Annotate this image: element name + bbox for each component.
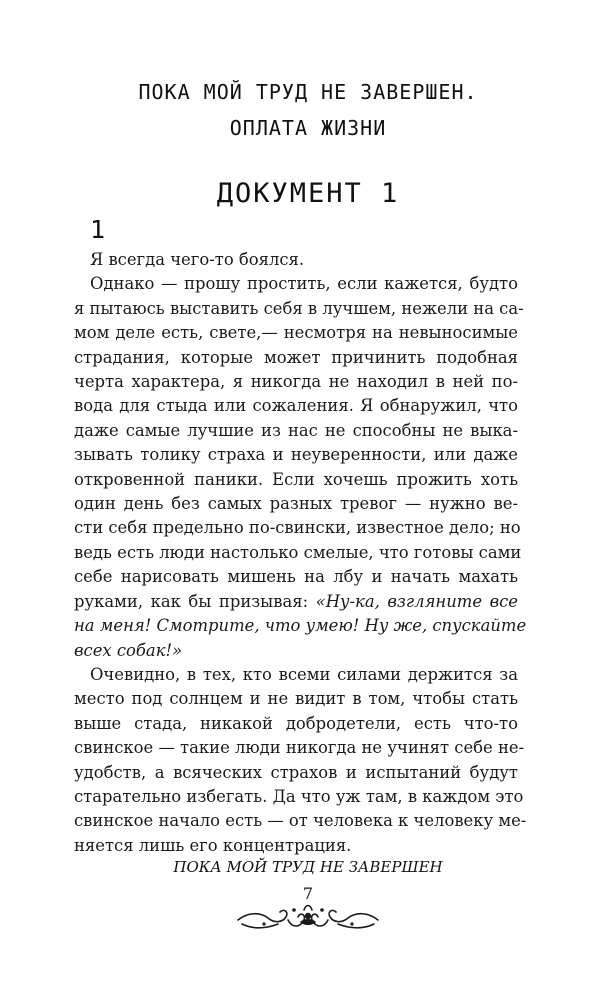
text-line: удобств, а всяческих страхов и испытаний будут	[74, 762, 518, 782]
text-line: откровенной паники. Если хочешь прожить хоть	[74, 469, 518, 489]
text-line: даже самые лучшие из нас не способны не выка-	[74, 420, 518, 440]
text-line: один день без самых разных тревог — нужно ве-	[74, 494, 518, 514]
text-fragment: руками, как бы призывая:	[74, 591, 309, 611]
text-line: выше стада, никакой добродетели, есть что-то	[74, 713, 518, 733]
running-head-line-1: ПОКА МОЙ ТРУД НЕ ЗАВЕРШЕН.	[138, 80, 478, 104]
paragraph-3	[74, 663, 527, 858]
text-line: няется лишь его концентрация.	[74, 835, 352, 855]
paragraph-1	[90, 248, 518, 272]
text-line: вода для стыда или сожаления. Я обнаружил, что	[74, 396, 518, 416]
chapter-number: 1	[90, 215, 106, 244]
quote-fragment: «Ну-ка, взгляните все	[315, 591, 519, 611]
text-line: сти себя предельно по-свински, известное дело; но	[74, 518, 521, 538]
text-line: свинское начало есть — от человека к человеку ме-	[74, 811, 527, 831]
running-head-line-2: ОПЛАТА ЖИЗНИ	[229, 116, 387, 140]
paragraph-2	[74, 272, 527, 663]
document-title: ДОКУМЕНТ 1	[216, 178, 400, 209]
page-number: 7	[302, 884, 314, 903]
flourish-ornament-icon	[234, 900, 382, 934]
text-line: Однако — прошу простить, если кажется, будто	[90, 274, 518, 294]
text-line: место под солнцем и не видит в том, чтобы стать	[74, 689, 518, 709]
text-line: мом деле есть, свете,— несмотря на невыносимые	[74, 323, 518, 343]
text-line	[74, 590, 518, 614]
footer-book-title: ПОКА МОЙ ТРУД НЕ ЗАВЕРШЕН	[173, 858, 443, 876]
text-line: себе нарисовать мишень на лбу и начать махать	[74, 567, 518, 587]
text-line: черта характера, я никогда не находил в ней по-	[74, 372, 518, 392]
text-line: старательно избегать. Да что уж там, в каждом это	[74, 786, 524, 806]
text-line: свинское — такие люди никогда не учинят себе не-	[74, 738, 525, 758]
text-line: зывать толику страха и неуверенности, или даже	[74, 445, 518, 465]
quote-line: всех собак!»	[74, 640, 183, 660]
text-line: Я всегда чего-то боялся.	[90, 250, 305, 269]
text-line: ведь есть люди настолько смелые, что готовы сами	[74, 542, 522, 562]
text-line: страдания, которые может причинить подобная	[74, 347, 518, 367]
body-text	[74, 248, 527, 858]
quote-line: на меня! Смотрите, что умею! Ну же, спускайте	[74, 616, 527, 636]
text-line: я пытаюсь выставить себя в лучшем, нежели на са-	[74, 298, 524, 318]
text-line: Очевидно, в тех, кто всеми силами держится за	[90, 664, 518, 684]
